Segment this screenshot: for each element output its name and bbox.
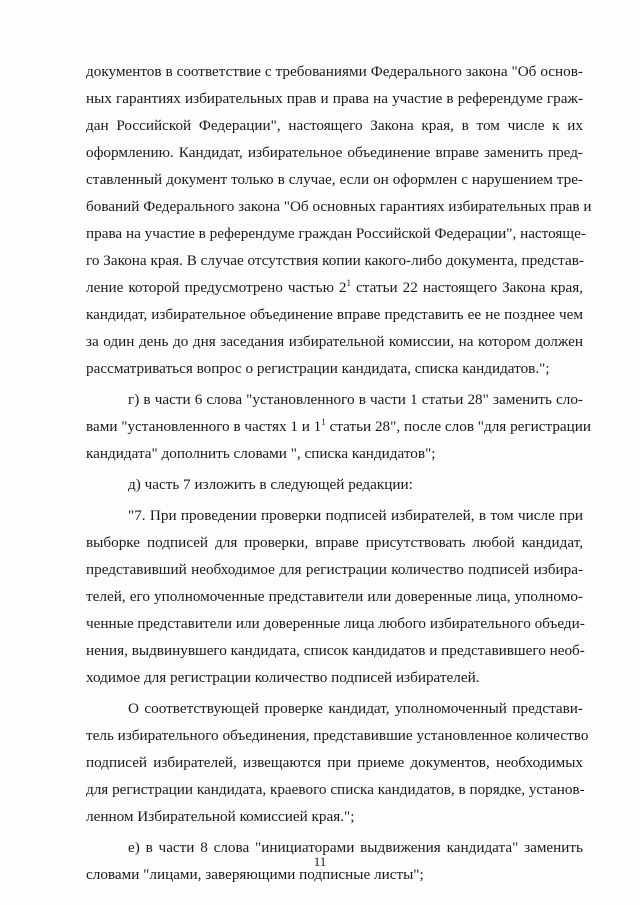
text-line: ходимое для регистрации количество подписей избирателей. [86,669,480,686]
text-line: О соответствующей проверке кандидат, уполномоченный представи- [128,700,583,717]
text-line: д) часть 7 изложить в следующей редакции: [128,476,413,493]
text-line: тель избирательного объединения, представившие установленное количество [86,727,589,744]
text-line: го Закона края. В случае отсутствия копии какого-либо документа, представ- [86,252,584,269]
text-line: рассматриваться вопрос о регистрации кандидата, списка кандидатов."; [86,360,550,377]
text-line: г) в части 6 слова "установленного в части 1 статьи 28" заменить сло- [128,391,583,408]
text-line: вами "установленного в частях 1 и $1^1$ статьи 28", после слов "для регистрации [86,417,592,435]
paragraph [86,695,589,830]
paragraph [86,471,583,498]
text-line: кандидата" дополнить словами ", списка кандидатов"; [86,445,436,462]
text-line: е) в части 8 слова "инициаторами выдвижения кандидата" заменить [128,839,583,856]
text-line: ных гарантиях избирательных прав и права на участие в референдуме граж- [86,90,583,107]
page-number: 11 [313,854,327,869]
text-line: оформлению. Кандидат, избирательное объединение вправе заменить пред- [86,144,583,161]
text-line: телей, его уполномоченные представители или доверенные лица, уполномо- [86,588,583,605]
text-line: ление которой предусмотрено частью $2^1$ статьи 22 настоящего Закона края, [86,278,583,296]
text-line: выборке подписей для проверки, вправе присутствовать любой кандидат, [86,534,583,551]
text-line: ленном Избирательной комиссией края."; [86,808,355,825]
text-line: бований Федерального закона "Об основных гарантиях избирательных прав и [86,198,592,215]
text-line: нения, выдвинувшего кандидата, список кандидатов и представившего необ- [86,642,585,659]
text-line: ченные представители или доверенные лица любого избирательного объеди- [86,615,585,632]
text-line: за один день до дня заседания избирательной комиссии, на котором должен [86,333,583,350]
text-line: представивший необходимое для регистрации количество подписей избира- [86,561,583,578]
text-line: дан Российской Федерации", настоящего Закона края, в том числе к их [86,117,583,134]
text-line: права на участие в референдуме граждан Российской Федерации", настояще- [86,225,586,242]
document-body [86,58,592,888]
text-line: ставленный документ только в случае, если он оформлен с нарушением тре- [86,171,583,188]
paragraph [86,386,592,467]
text-line: кандидат, избирательное объединение вправе представить ее не позднее чем [86,306,583,323]
paragraph [86,58,592,382]
text-line: подписей избирателей, извещаются при приеме документов, необходимых [86,754,583,771]
text-line: "7. При проведении проверки подписей избирателей, в том числе при [128,507,583,524]
text-line: словами "лицами, заверяющими подписные листы"; [86,866,424,883]
text-line: для регистрации кандидата, краевого списка кандидатов, в порядке, установ- [86,781,585,798]
paragraph [86,502,583,691]
text-line: документов в соответствие с требованиями Федерального закона "Об основ- [86,63,583,80]
